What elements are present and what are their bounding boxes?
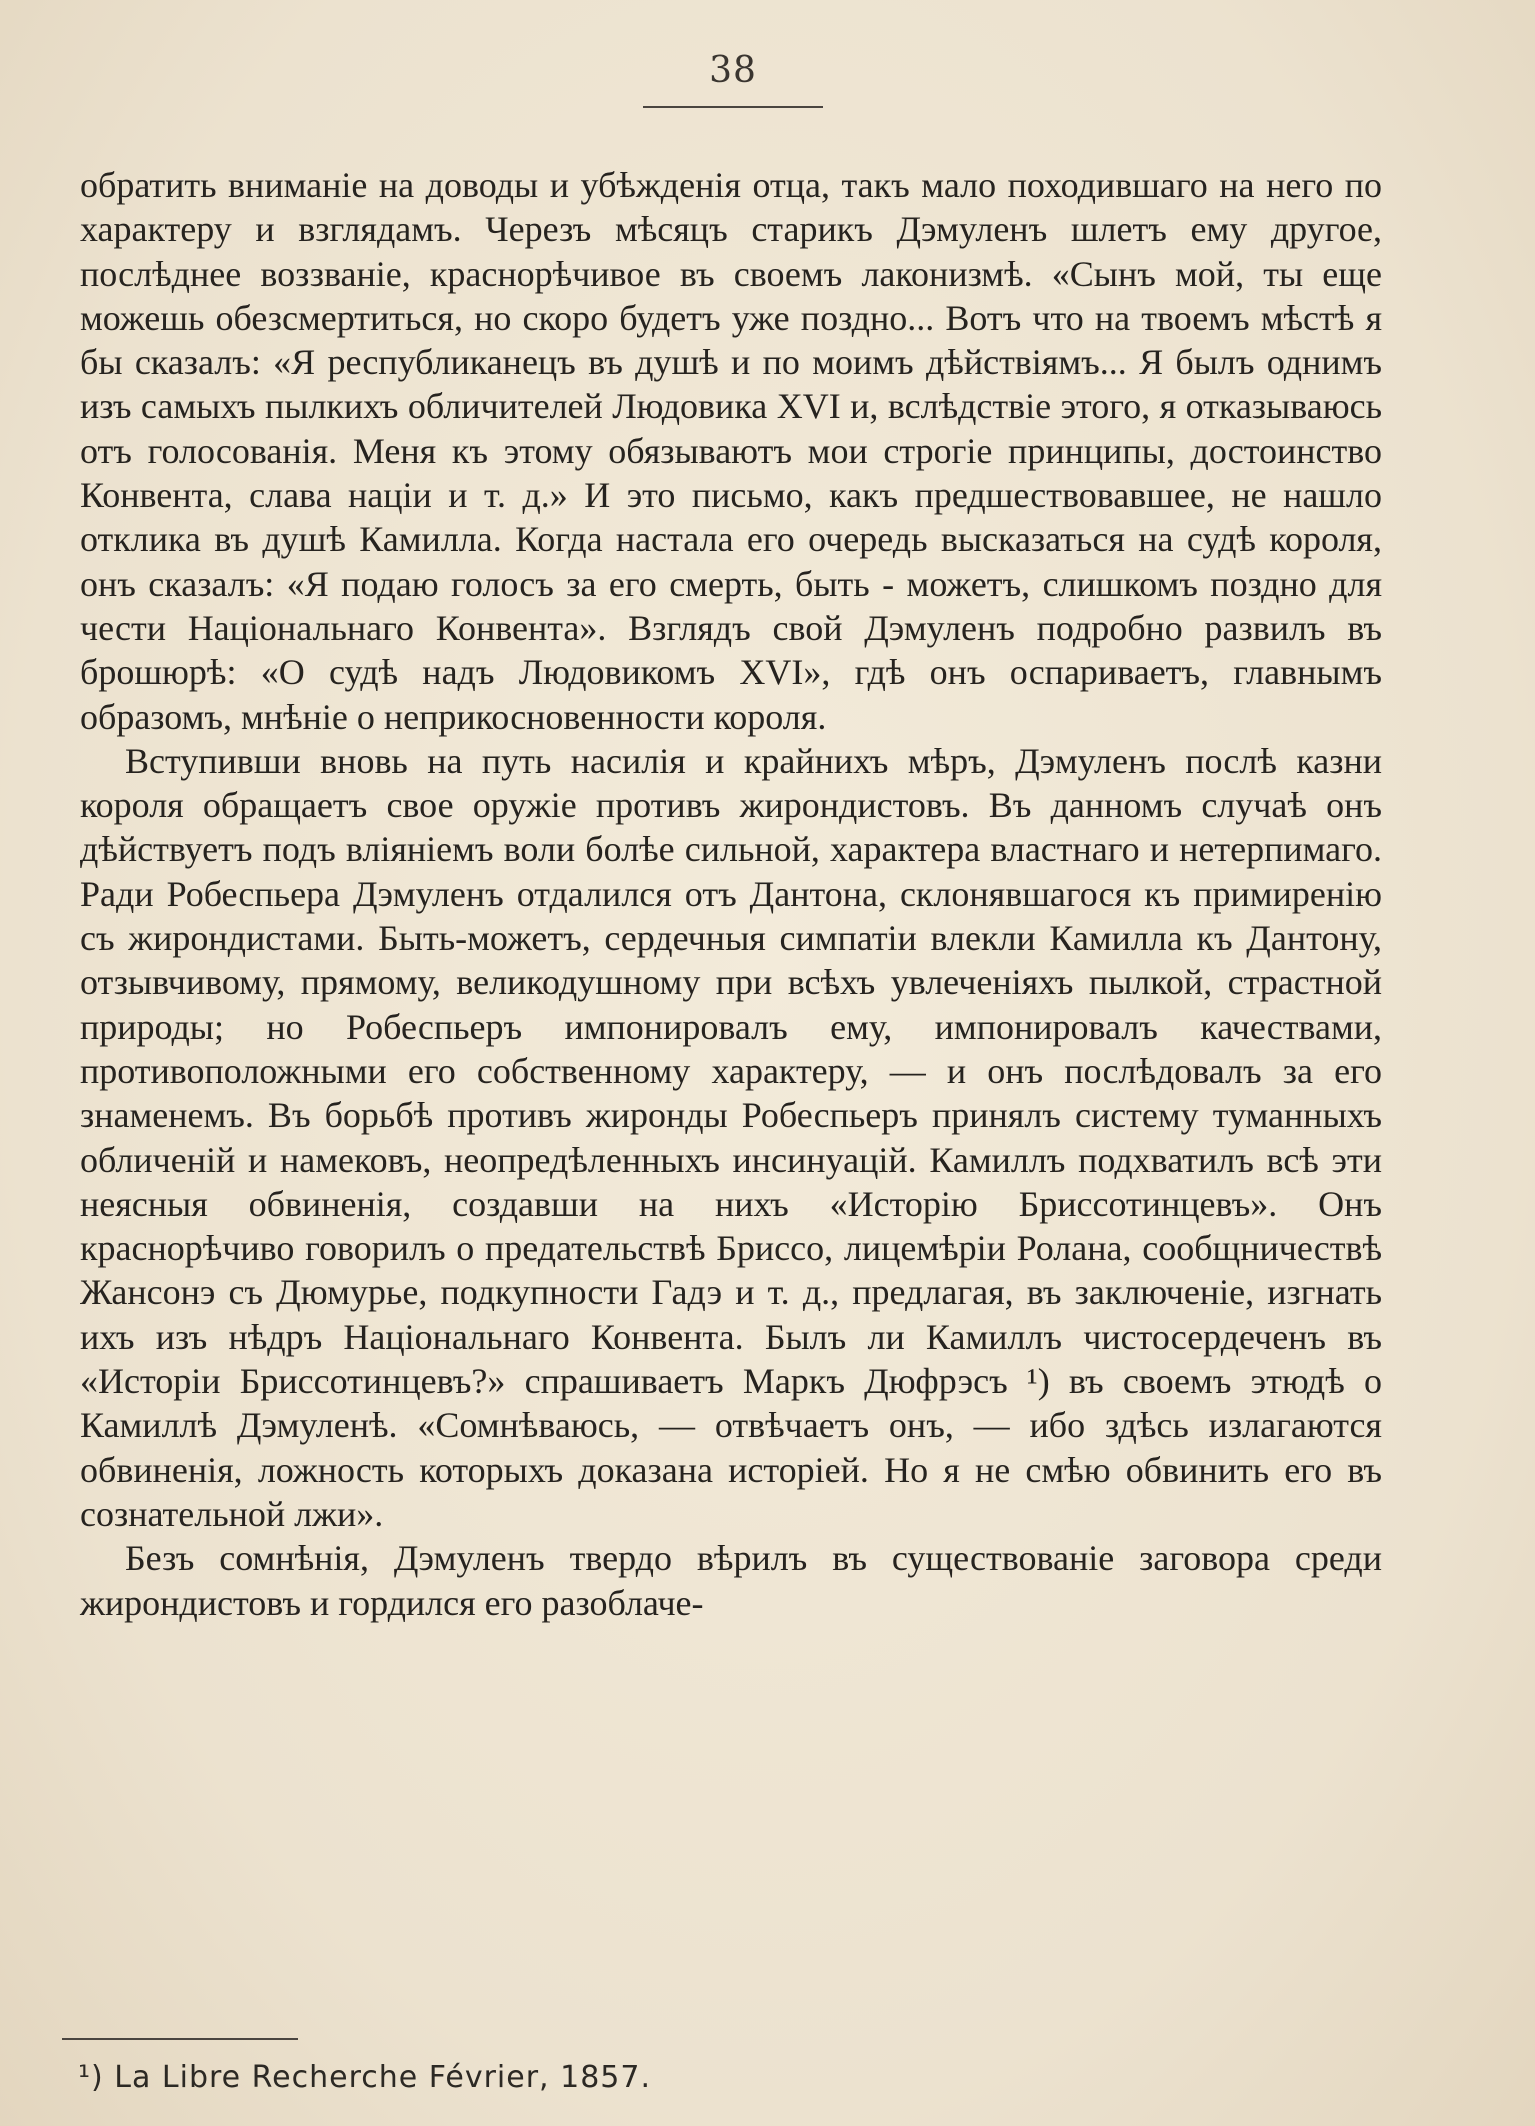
- paragraph-continuation: обратить вниманіе на доводы и убѣжденія отца, такъ мало походившаго на него по характеру и взглядамъ. Черезъ мѣсяцъ старикъ Дэмуленъ шлетъ ему другое, послѣднее воззваніе, краснорѣчивое въ своемъ лаконизмѣ. «Сынъ мой, ты еще можешь обезсмертиться, но скоро будетъ уже поздно... Вотъ что на твоемъ мѣстѣ я бы сказалъ: «Я республиканецъ въ душѣ и по моимъ дѣйствіямъ... Я былъ однимъ изъ самыхъ пылкихъ обличителей Людовика XVI и, вслѣдствіе этого, я отказываюсь отъ голосованія. Меня къ этому обязываютъ мои строгіе принципы, достоинство Конвента, слава націи и т. д.» И это письмо, какъ предшествовавшее, не нашло отклика въ душѣ Камилла. Когда настала его очередь высказаться на судѣ короля, онъ сказалъ: «Я подаю голосъ за его смерть, быть - можетъ, слишкомъ поздно для чести Національнаго Конвента». Взглядъ свой Дэмуленъ подробно развилъ въ брошюрѣ: «О судѣ надъ Людовикомъ XVI», гдѣ онъ оспариваетъ, главнымъ образомъ, мнѣніе о неприкосновенности короля.: [80, 165, 1382, 737]
- header-rule: [643, 106, 823, 108]
- footnote-rule: [62, 2038, 298, 2040]
- paragraph: Вступивши вновь на путь насилія и крайнихъ мѣръ, Дэмуленъ послѣ казни короля обращаетъ свое оружіе противъ жирондистовъ. Въ данномъ случаѣ онъ дѣйствуетъ подъ вліяніемъ воли болѣе сильной, характера властнаго и нетерпимаго. Ради Робеспьера Дэмуленъ отдалился отъ Дантона, склонявшагося къ примиренію съ жирондистами. Быть-можетъ, сердечныя симпатіи влекли Камилла къ Дантону, отзывчивому, прямому, великодушному при всѣхъ увлеченіяхъ пылкой, страстной природы; но Робеспьеръ импонировалъ ему, импонировалъ качествами, противоположными его собственному характеру, — и онъ послѣдовалъ за его знаменемъ. Въ борьбѣ противъ жиронды Робеспьеръ принялъ систему туманныхъ обличеній и намековъ, неопредѣленныхъ инсинуацій. Камиллъ подхватилъ всѣ эти неясныя обвиненія, создавши на нихъ «Исторію Бриссотинцевъ». Онъ краснорѣчиво говорилъ о предательствѣ Бриссо, лицемѣріи Ролана, сообщничествѣ Жансонэ съ Дюмурье, подкупности Гадэ и т. д., предлагая, въ заключеніе, изгнать ихъ изъ нѣдръ Національнаго Конвента. Былъ ли Камиллъ чистосердеченъ въ «Исторіи Бриссотинцевъ?» спрашиваетъ Маркъ Дюфрэсъ ¹) въ своемъ этюдѣ о Камиллѣ Дэмуленѣ. «Сомнѣваюсь, — отвѣчаетъ онъ, — ибо здѣсь излагаются обвиненія, ложность которыхъ доказана исторіей. Но я не смѣю обвинить его въ сознательной лжи».: [80, 740, 1382, 1534]
- page-number: 38: [709, 50, 757, 91]
- paragraph: Безъ сомнѣнія, Дэмуленъ твердо вѣрилъ въ существованіе заговора среди жирондистовъ и гордился его разоблаче-: [80, 1538, 1382, 1623]
- body-text: [80, 163, 1382, 1625]
- footnote: ¹) La Libre Recherche Février, 1857.: [78, 2060, 651, 2095]
